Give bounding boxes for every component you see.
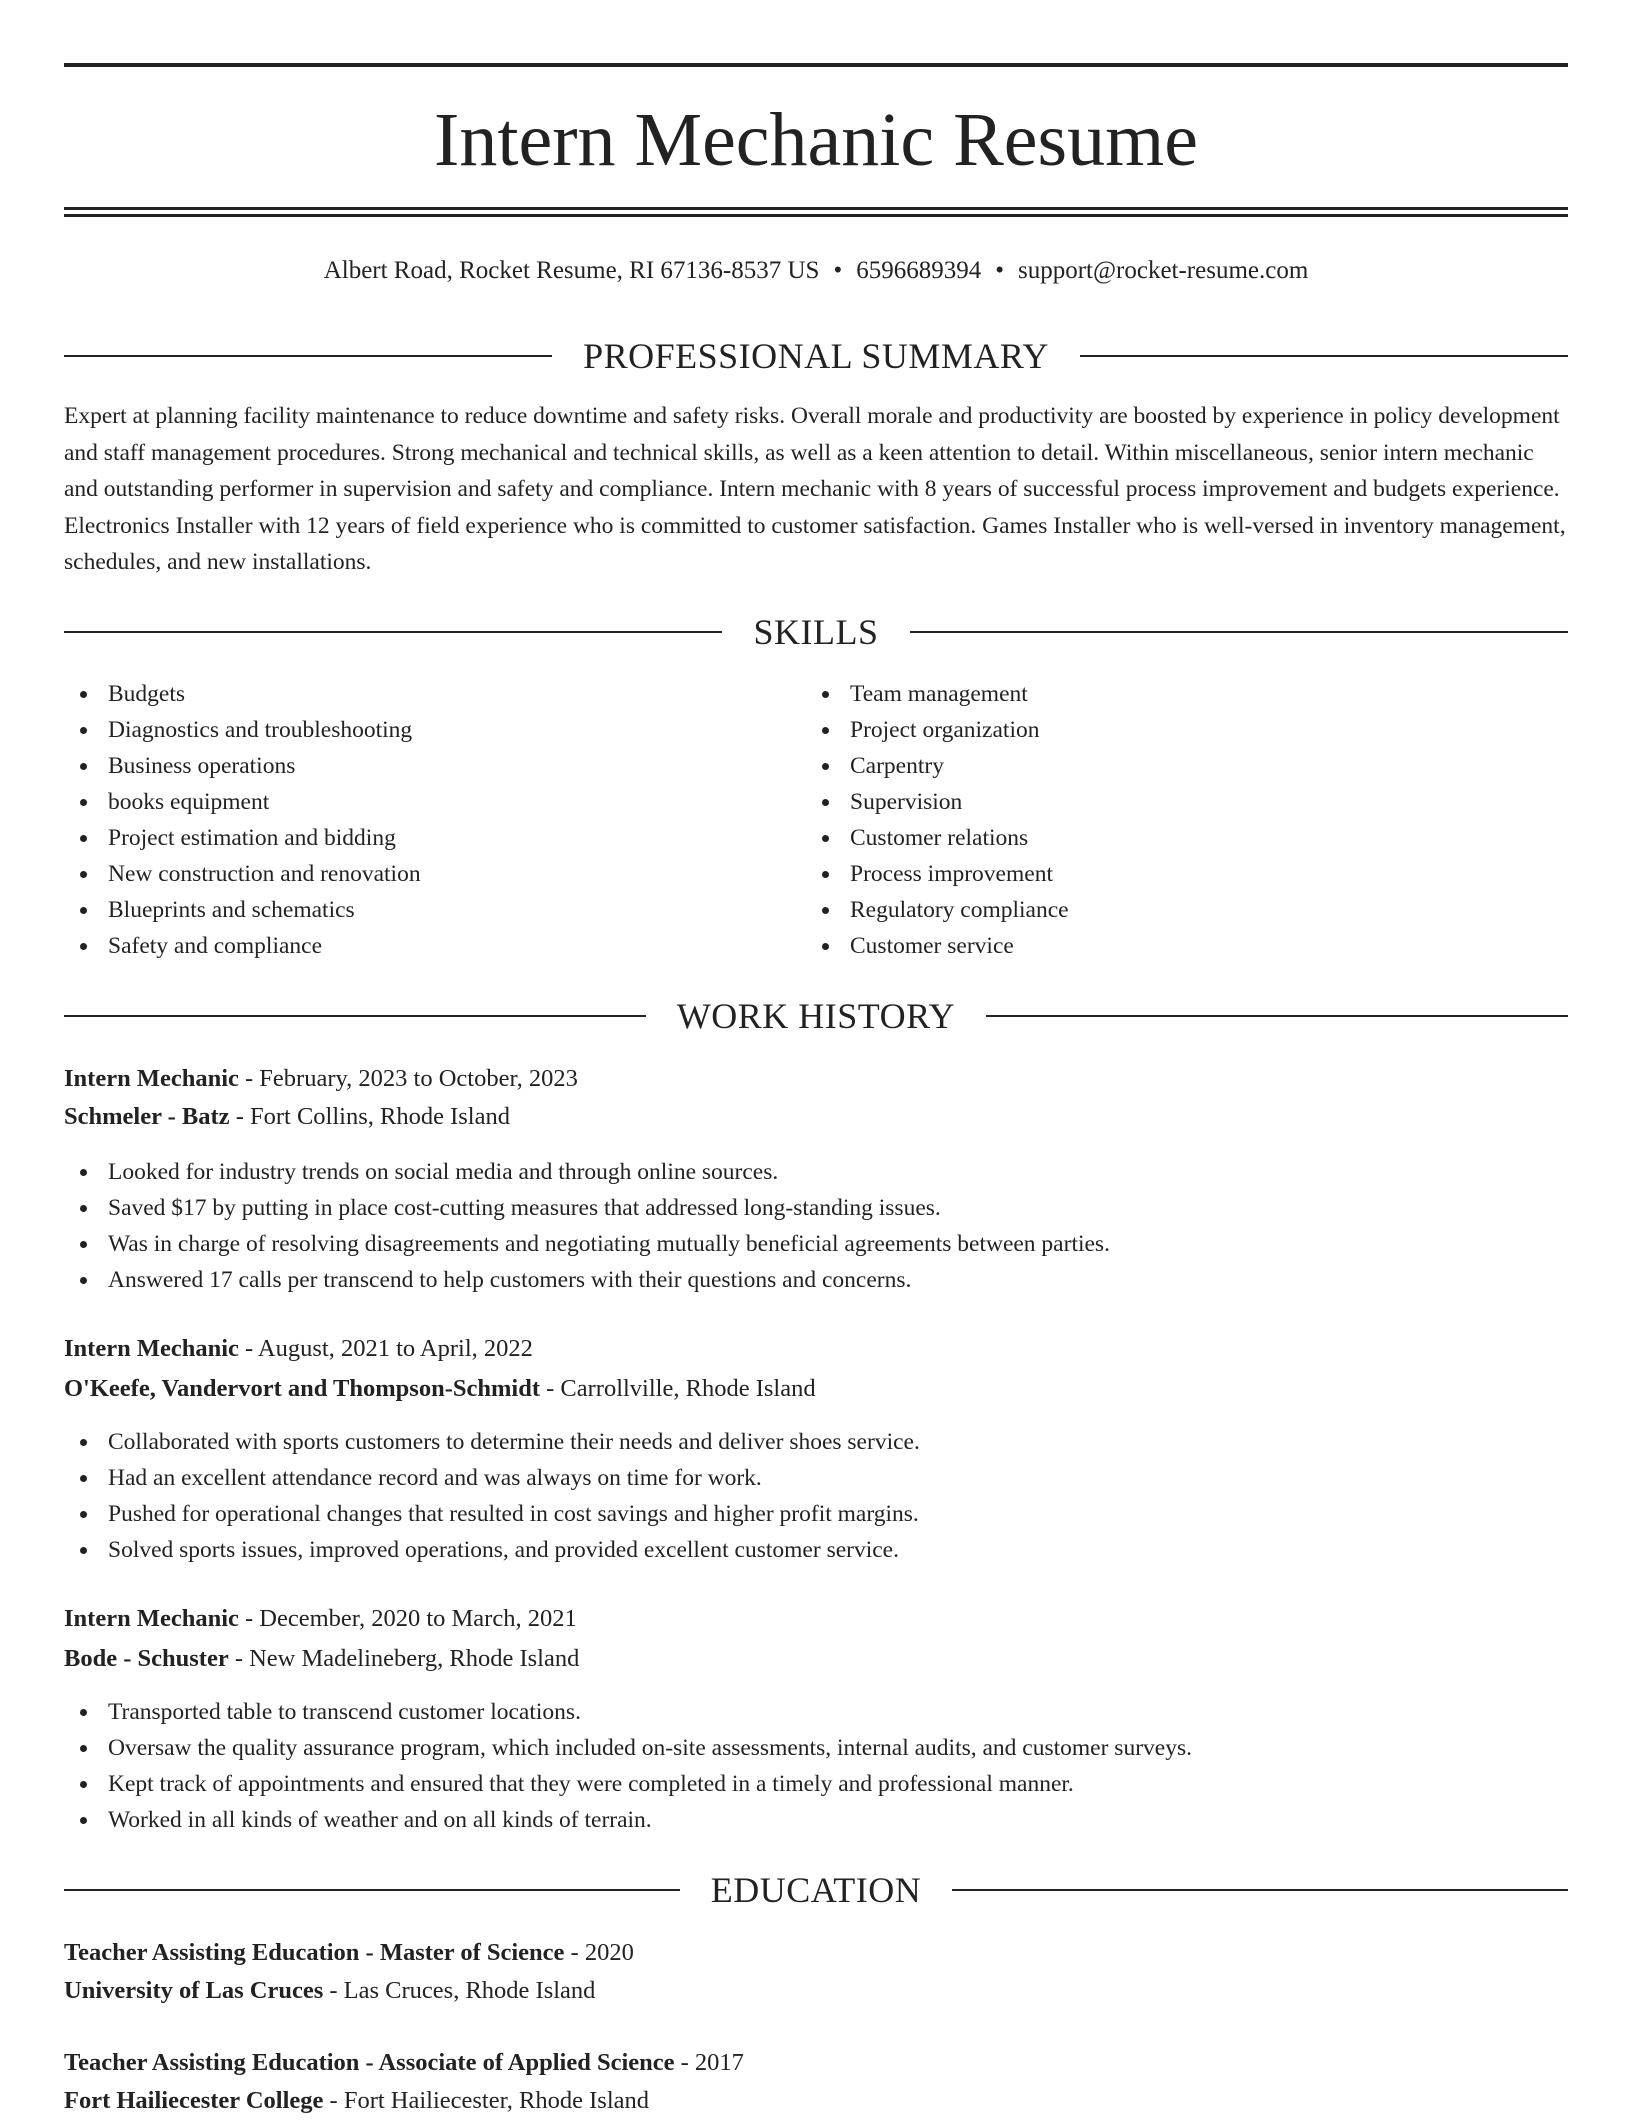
job-title-line (64, 1330, 1568, 1368)
job-company: O'Keefe, Vandervort and Thompson-Schmidt (64, 1375, 540, 1402)
job-bullet: Worked in all kinds of weather and on all kinds of terrain. (64, 1802, 1192, 1838)
contact-address: Albert Road, Rocket Resume, RI 67136-8537 US (323, 257, 820, 284)
page-title: Intern Mechanic Resume (434, 98, 1198, 182)
job-bullet: Saved $17 by putting in place cost-cutting measures that addressed long-standing issues. (64, 1190, 1110, 1226)
job-company-line (64, 1098, 1568, 1136)
header-rule-lower (64, 214, 1568, 217)
skill-item: Business operations (64, 748, 421, 784)
job-bullet: Transported table to transcend customer locations. (64, 1694, 1192, 1730)
summary-paragraph: Expert at planning facility maintenance to reduce downtime and safety risks. Overall morale and productivity are boosted by experience in policy development and staff management procedures. Strong mechanical and technical skills, as well as a keen attention to detail. Within miscellaneous, senior intern mechanic and outstanding performer in supervision and safety and compliance. Intern mechanic with 8 years of successful process improvement and budgets experience. Electronics Installer with 12 years of field experience who is committed to customer satisfaction. Games Installer who is well-versed in inventory management, schedules, and new installations. (64, 403, 1566, 575)
skill-item: Budgets (64, 676, 421, 712)
job-location: - Fort Collins, Rhode Island (229, 1103, 510, 1130)
job-bullet: Was in charge of resolving disagreements and negotiating mutually beneficial agreements between parties. (64, 1226, 1110, 1262)
education-school-line (64, 2082, 1568, 2120)
skill-item: Diagnostics and troubleshooting (64, 712, 421, 748)
section-heading-summary (64, 334, 1568, 378)
skill-item: Carpentry (806, 748, 1069, 784)
section-heading-label: EDUCATION (710, 1870, 922, 1910)
contact-line (64, 253, 1568, 289)
job-title: Intern Mechanic (64, 1335, 239, 1362)
education-degree-line (64, 1934, 1568, 1972)
job-company: Schmeler - Batz (64, 1103, 230, 1130)
job-title: Intern Mechanic (64, 1605, 239, 1632)
job-bullet: Solved sports issues, improved operations, and provided excellent customer service. (64, 1532, 920, 1568)
job-dates: - December, 2020 to March, 2021 (238, 1605, 577, 1632)
skill-item: Process improvement (806, 856, 1069, 892)
job-company: Bode - Schuster (64, 1645, 229, 1672)
job-bullet: Answered 17 calls per transcend to help customers with their questions and concerns. (64, 1262, 1110, 1298)
job-bullets (64, 1424, 920, 1568)
job-dates: - February, 2023 to October, 2023 (238, 1065, 578, 1092)
job-title-line (64, 1600, 1568, 1638)
skill-item: Safety and compliance (64, 928, 421, 964)
section-heading-label: SKILLS (753, 612, 879, 652)
job-title-line (64, 1060, 1568, 1098)
header-top-rule (64, 63, 1568, 67)
section-heading-label: PROFESSIONAL SUMMARY (583, 336, 1049, 376)
education-year: - 2017 (674, 2049, 744, 2076)
education-degree: Teacher Assisting Education - Associate of Applied Science (64, 2049, 675, 2076)
education-school-line (64, 1972, 1568, 2010)
education-school: University of Las Cruces (64, 1977, 324, 2004)
contact-email: support@rocket-resume.com (1018, 257, 1309, 284)
section-heading-skills (64, 610, 1568, 654)
job-bullets (64, 1694, 1192, 1838)
job-bullet: Pushed for operational changes that resulted in cost savings and higher profit margins. (64, 1496, 920, 1532)
section-heading-education (64, 1868, 1568, 1912)
job-bullet: Looked for industry trends on social media and through online sources. (64, 1154, 1110, 1190)
job-bullet: Kept track of appointments and ensured that they were completed in a timely and professional manner. (64, 1766, 1192, 1802)
job-dates: - August, 2021 to April, 2022 (238, 1335, 533, 1362)
skill-item: Team management (806, 676, 1069, 712)
job-title: Intern Mechanic (64, 1065, 239, 1092)
education-year: - 2020 (564, 1939, 634, 1966)
education-location: - Las Cruces, Rhode Island (323, 1977, 596, 2004)
contact-phone: 6596689394 (856, 257, 982, 284)
header-rule-upper (64, 207, 1568, 210)
skill-item: Project estimation and bidding (64, 820, 421, 856)
skill-item: Regulatory compliance (806, 892, 1069, 928)
job-bullet: Oversaw the quality assurance program, which included on-site assessments, internal audits, and customer surveys. (64, 1730, 1192, 1766)
education-degree: Teacher Assisting Education - Master of Science (64, 1939, 565, 1966)
skill-item: Customer relations (806, 820, 1069, 856)
contact-separator: • (995, 257, 1004, 284)
skill-item: Supervision (806, 784, 1069, 820)
skill-item: New construction and renovation (64, 856, 421, 892)
job-company-line (64, 1370, 1568, 1408)
section-heading-label: WORK HISTORY (676, 996, 956, 1036)
job-bullets (64, 1154, 1110, 1298)
job-location: - New Madelineberg, Rhode Island (228, 1645, 580, 1672)
job-bullet: Collaborated with sports customers to determine their needs and deliver shoes service. (64, 1424, 920, 1460)
skill-item: books equipment (64, 784, 421, 820)
job-company-line (64, 1640, 1568, 1678)
skill-item: Project organization (806, 712, 1069, 748)
contact-separator: • (833, 257, 843, 284)
education-school: Fort Hailiecester College (64, 2087, 324, 2114)
job-bullet: Had an excellent attendance record and was always on time for work. (64, 1460, 920, 1496)
skill-item: Blueprints and schematics (64, 892, 421, 928)
section-heading-work (64, 994, 1568, 1038)
skills-list-right (806, 676, 1069, 964)
job-location: - Carrollville, Rhode Island (540, 1375, 816, 1402)
skill-item: Customer service (806, 928, 1069, 964)
education-degree-line (64, 2044, 1568, 2082)
skills-list-left (64, 676, 421, 964)
education-location: - Fort Hailiecester, Rhode Island (323, 2087, 650, 2114)
